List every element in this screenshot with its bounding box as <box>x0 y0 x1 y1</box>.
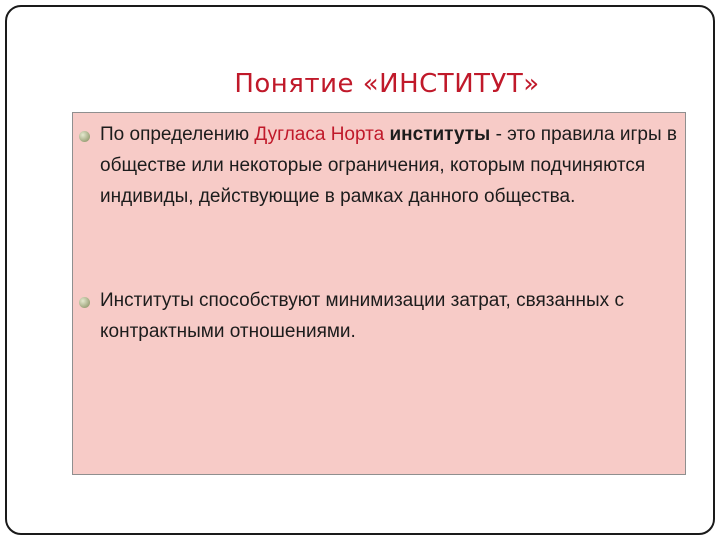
bullet-marker-icon <box>79 297 90 308</box>
bullet-item <box>73 119 683 212</box>
content-box <box>72 112 686 475</box>
bullet-marker-icon <box>79 131 90 142</box>
bullet-prefix-text: По определению <box>100 124 255 145</box>
bullet-text <box>100 119 679 212</box>
bullet-item <box>73 285 683 347</box>
key-term: институты <box>389 124 491 145</box>
slide-title: Понятие «ИНСТИТУТ» <box>234 69 540 99</box>
author-name: Дугласа Норта <box>254 124 385 145</box>
bullet-rest-text: - это правила игры в обществе или некоторые ограничения, которым подчиняются индивиды, действующие в рамках данного общества. <box>100 124 677 207</box>
bullet-text: Институты способствуют минимизации затрат, связанных с контрактными отношениями. <box>100 290 624 342</box>
